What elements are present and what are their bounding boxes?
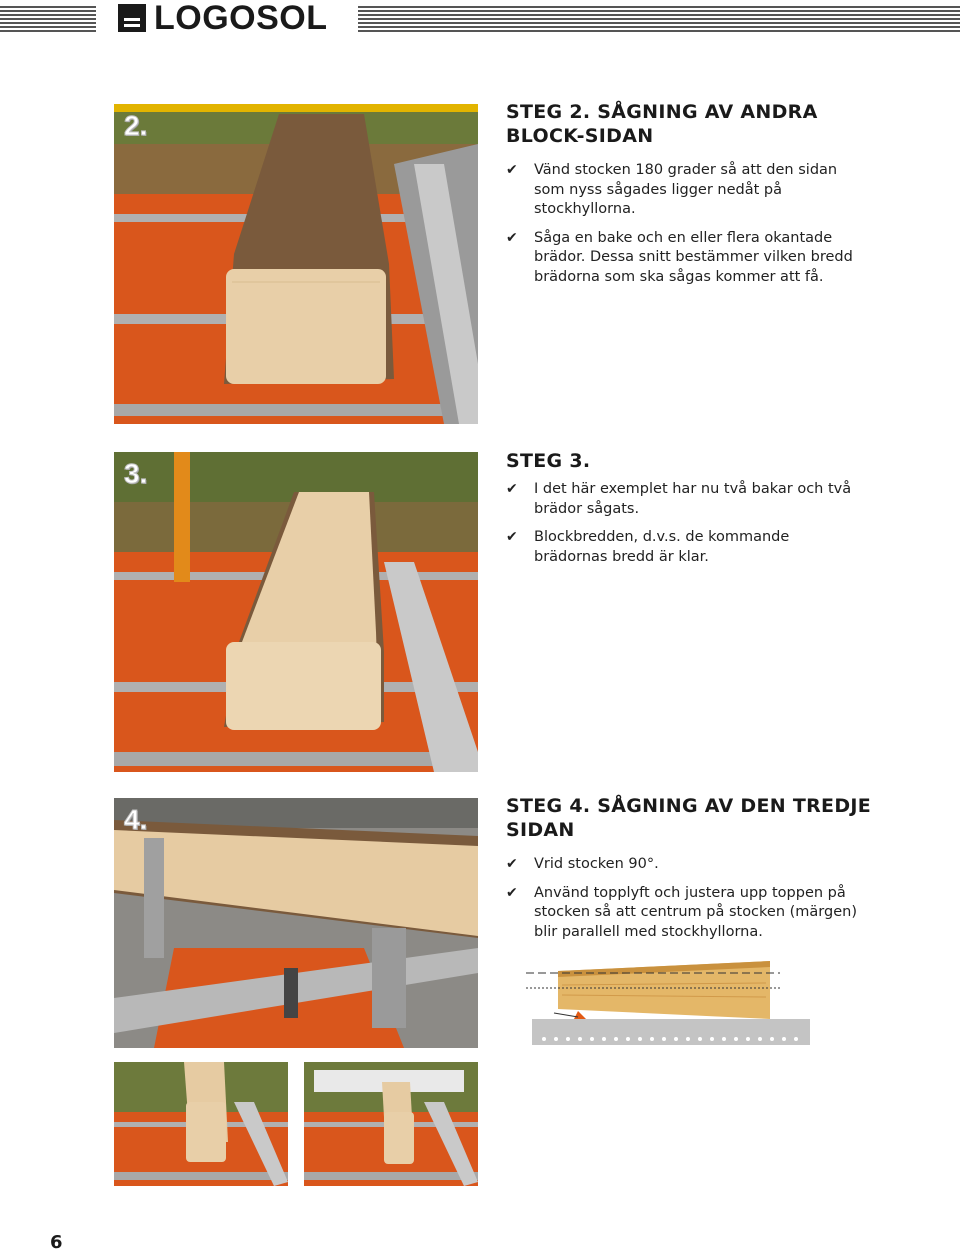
checkmark-icon: ✔ (506, 229, 518, 246)
step-4-heading: STEG 4. SÅGNING AV DEN TREDJE SIDAN (506, 795, 872, 841)
list-item: ✔ I det här exemplet har nu två bakar och två brädor sågats. (506, 481, 852, 517)
brand-name: LOGOSOL (154, 0, 328, 37)
checkmark-icon: ✔ (506, 884, 518, 901)
step-number-badge: 3. (124, 458, 148, 489)
photo-step-4-detail-right (304, 1062, 478, 1186)
step-number-badge: 4. (124, 804, 148, 835)
step-3-bullets (506, 480, 866, 576)
step-2-heading: STEG 2. SÅGNING AV ANDRA BLOCK-SIDAN (506, 101, 818, 147)
list-item: ✔ Använd topplyft och justera upp toppen på stocken så att centrum på stocken (märgen) blir parallell med stockhyllorna. (506, 884, 857, 940)
list-item: ✔ Såga en bake och en eller flera okantade brädor. Dessa snitt bestämmer vilken bredd brädorna som ska sågas kommer att få. (506, 229, 853, 285)
sawmill-photo-graphic (114, 104, 478, 424)
sawmill-photo-graphic (114, 798, 478, 1048)
photo-step-4-detail-left (114, 1062, 288, 1186)
photo-step-4 (114, 798, 478, 1048)
page-number: 6 (50, 1232, 63, 1253)
log-alignment-diagram (526, 955, 816, 1050)
header-stripes-right (358, 6, 960, 32)
photo-step-2 (114, 104, 478, 424)
list-item: ✔ Blockbredden, d.v.s. de kommande brädornas bredd är klar. (506, 529, 790, 565)
brand-logo (110, 0, 336, 36)
step-2-bullets (506, 161, 866, 296)
sawmill-photo-graphic (304, 1062, 478, 1186)
step-4-bullets (506, 855, 866, 951)
header-stripes-left (0, 6, 96, 32)
checkmark-icon: ✔ (506, 481, 518, 497)
step-number-badge: 2. (124, 110, 148, 141)
step-3-heading: STEG 3. (506, 450, 591, 472)
sawmill-photo-graphic (114, 452, 478, 772)
logo-icon (118, 4, 146, 32)
list-item: ✔ Vänd stocken 180 grader så att den sidan som nyss sågades ligger nedåt på stockhyllorna. (506, 162, 838, 217)
list-item: ✔ Vrid stocken 90°. (506, 855, 866, 875)
checkmark-icon: ✔ (506, 162, 518, 178)
sawmill-photo-graphic (114, 1062, 288, 1186)
checkmark-icon: ✔ (506, 856, 518, 872)
top-lift-arrow-icon (574, 1011, 586, 1019)
photo-step-3 (114, 452, 478, 772)
checkmark-icon: ✔ (506, 529, 518, 545)
